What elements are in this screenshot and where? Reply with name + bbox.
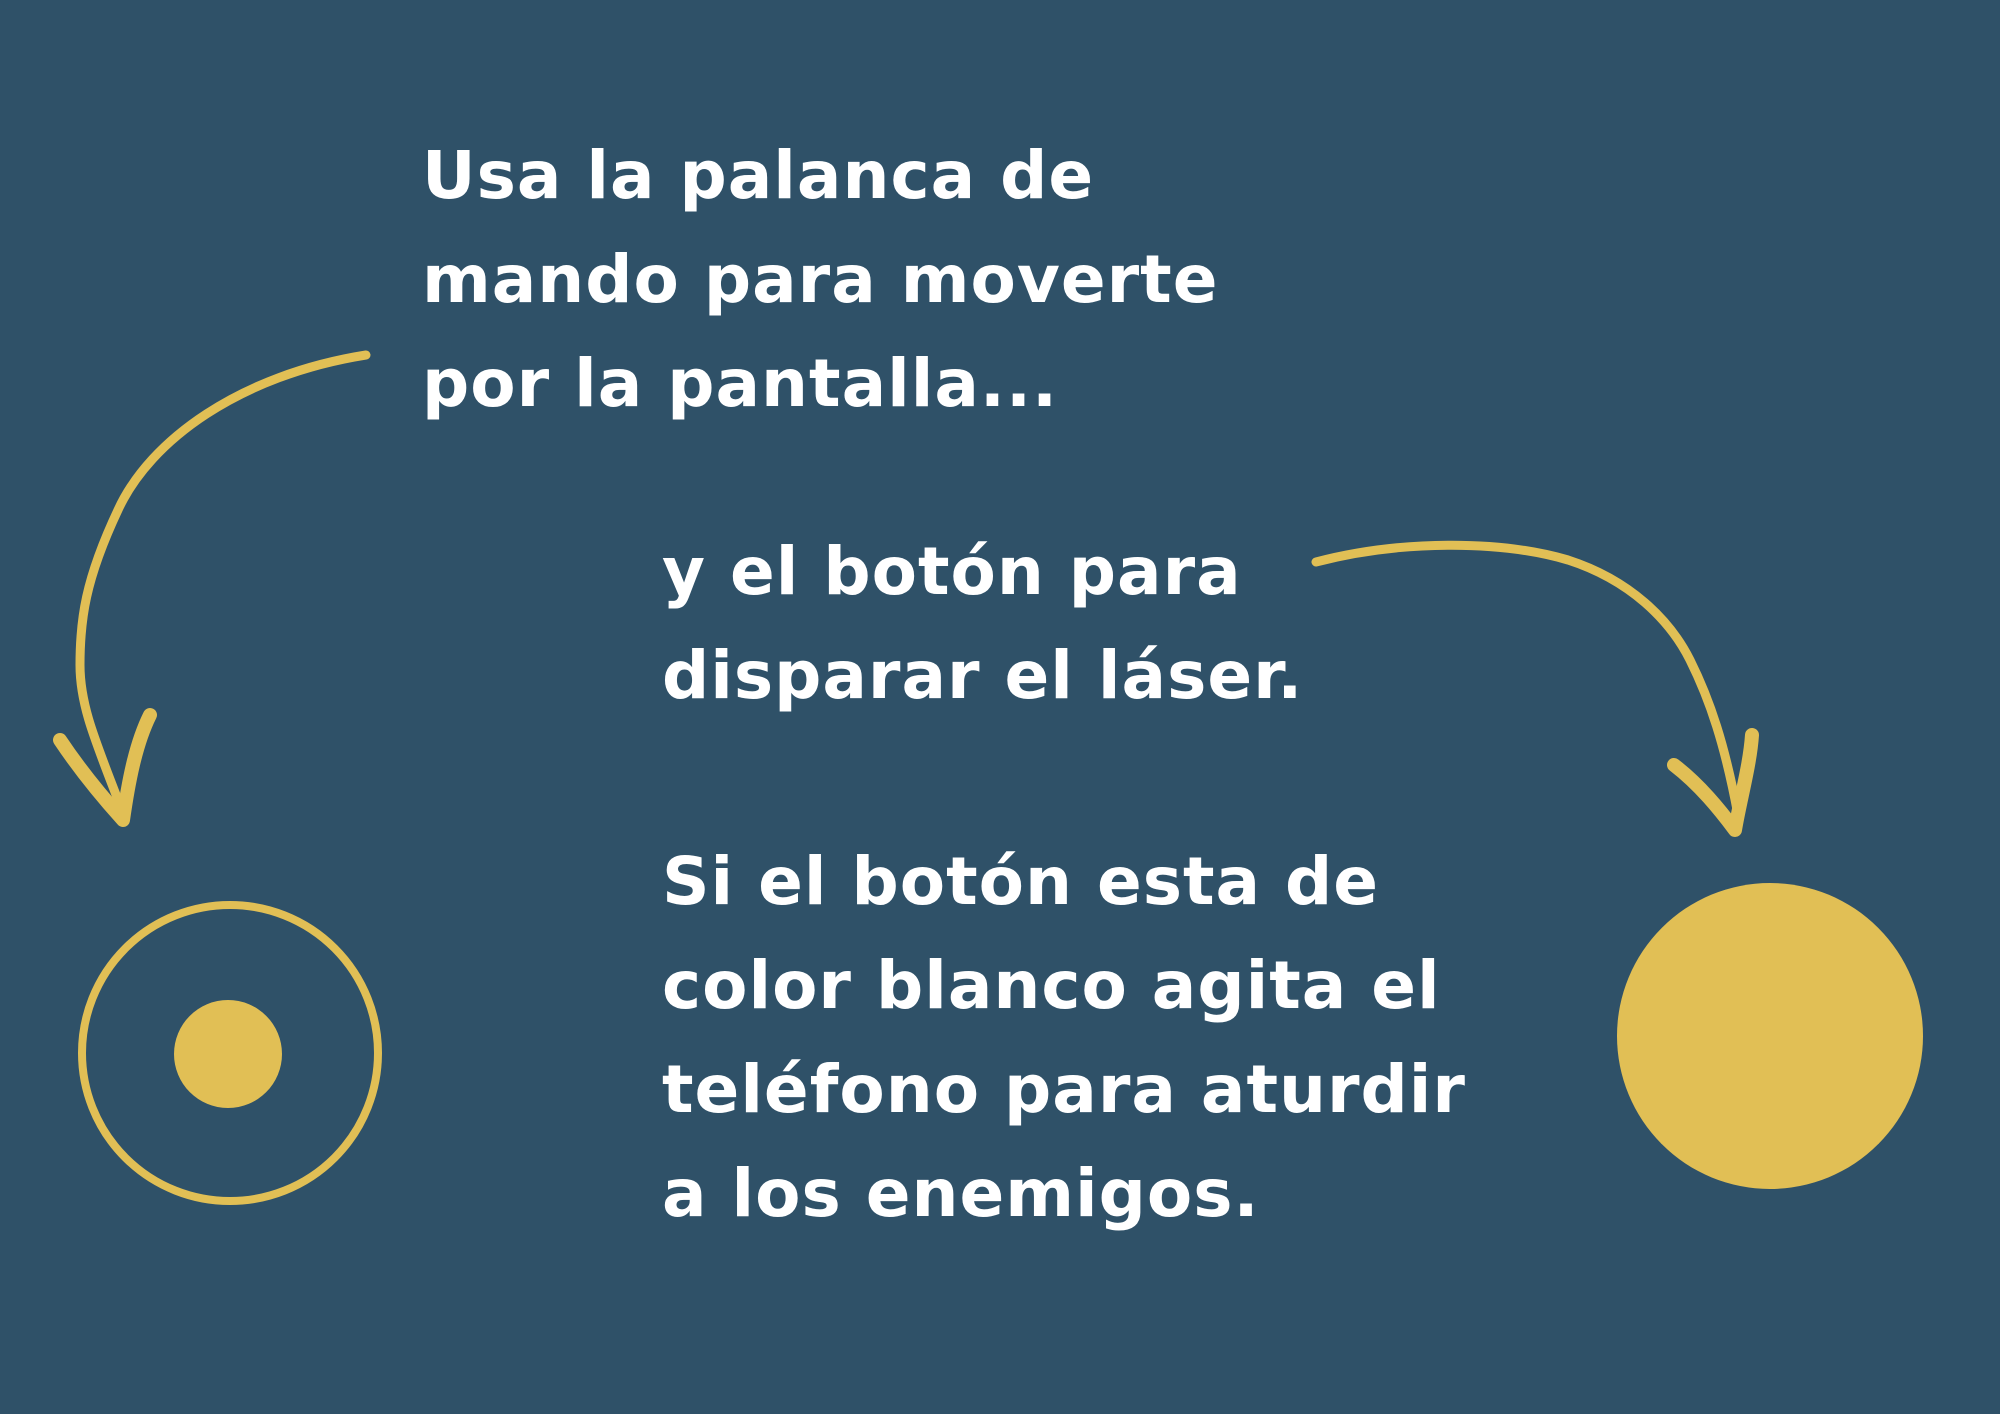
shake-instruction-line-4: a los enemigos. <box>662 1155 1260 1232</box>
shake-instruction-line-1: Si el botón esta de <box>662 843 1380 920</box>
fire-button-icon <box>1617 883 1923 1189</box>
shake-instruction-line-3: teléfono para aturdir <box>662 1051 1466 1128</box>
curved-arrow-icon <box>60 355 366 820</box>
joystick-icon <box>82 905 378 1201</box>
joystick-instruction-line-2: mando para moverte <box>422 241 1219 318</box>
laser-instruction-line-1: y el botón para <box>662 533 1242 610</box>
laser-instruction-line-2: disparar el láser. <box>662 637 1304 714</box>
joystick-instruction-line-1: Usa la palanca de <box>422 137 1095 214</box>
curved-arrow-icon <box>1316 545 1752 830</box>
joystick-instruction-line-3: por la pantalla... <box>422 345 1059 422</box>
shake-instruction-line-2: color blanco agita el <box>662 947 1441 1024</box>
